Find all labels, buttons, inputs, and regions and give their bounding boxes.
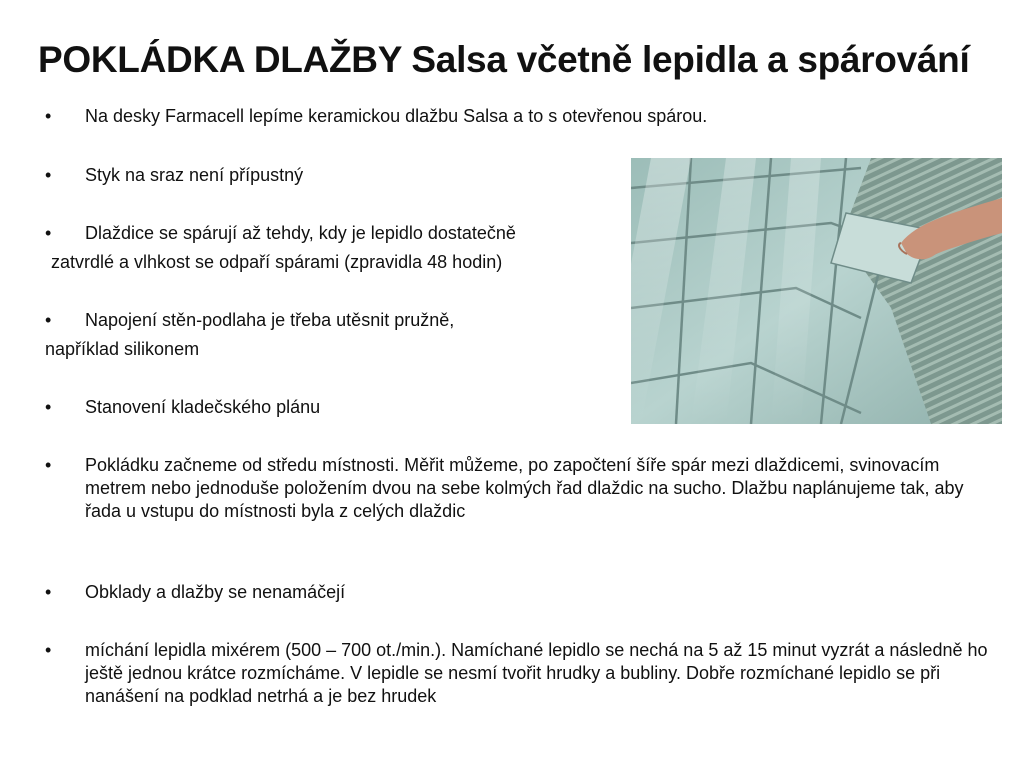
bullet-item-3: • Dlaždice se spárují až tehdy, kdy je lepidlo dostatečně	[85, 222, 615, 245]
bullet-item-1: • Na desky Farmacell lepíme keramickou dlažbu Salsa a to s otevřenou spárou.	[85, 105, 985, 128]
bullet-item-8: • míchání lepidla mixérem (500 – 700 ot./min.). Namíchané lepidlo se nechá na 5 až 15 minut vyzrát a následně ho ještě jednou krátce rozmícháme. V lepidle se nesmí tvořit hrudky a bubliny. Dobře rozmíchané lepidlo se při nanášení na podklad netrhá a je bez hrudek	[85, 639, 990, 708]
bullet-item-3-continuation: zatvrdlé a vlhkost se odpaří spárami (zpravidla 48 hodin)	[51, 252, 503, 272]
bullet-item-5: • Stanovení kladečského plánu	[85, 396, 605, 419]
bullet-item-4-continuation: například silikonem	[45, 339, 200, 359]
bullet-item-7: • Obklady a dlažby se nenamáčejí	[85, 581, 985, 604]
bullet-item-2: • Styk na sraz není přípustný	[85, 164, 605, 187]
tiling-photo	[631, 158, 1002, 424]
slide-title: POKLÁDKA DLAŽBY Salsa včetně lepidla a spárování	[38, 39, 970, 80]
bullet-item-6: • Pokládku začneme od středu místnosti. Měřit můžeme, po započtení šíře spár mezi dlaždicemi, svinovacím metrem nebo jednoduše položením dvou na sebe kolmých řad dlaždic na sucho. Dlažbu naplánujeme tak, aby řada u vstupu do místnosti byla z celých dlaždic	[85, 454, 985, 523]
bullet-item-4: • Napojení stěn-podlaha je třeba utěsnit pružně,	[85, 309, 605, 332]
